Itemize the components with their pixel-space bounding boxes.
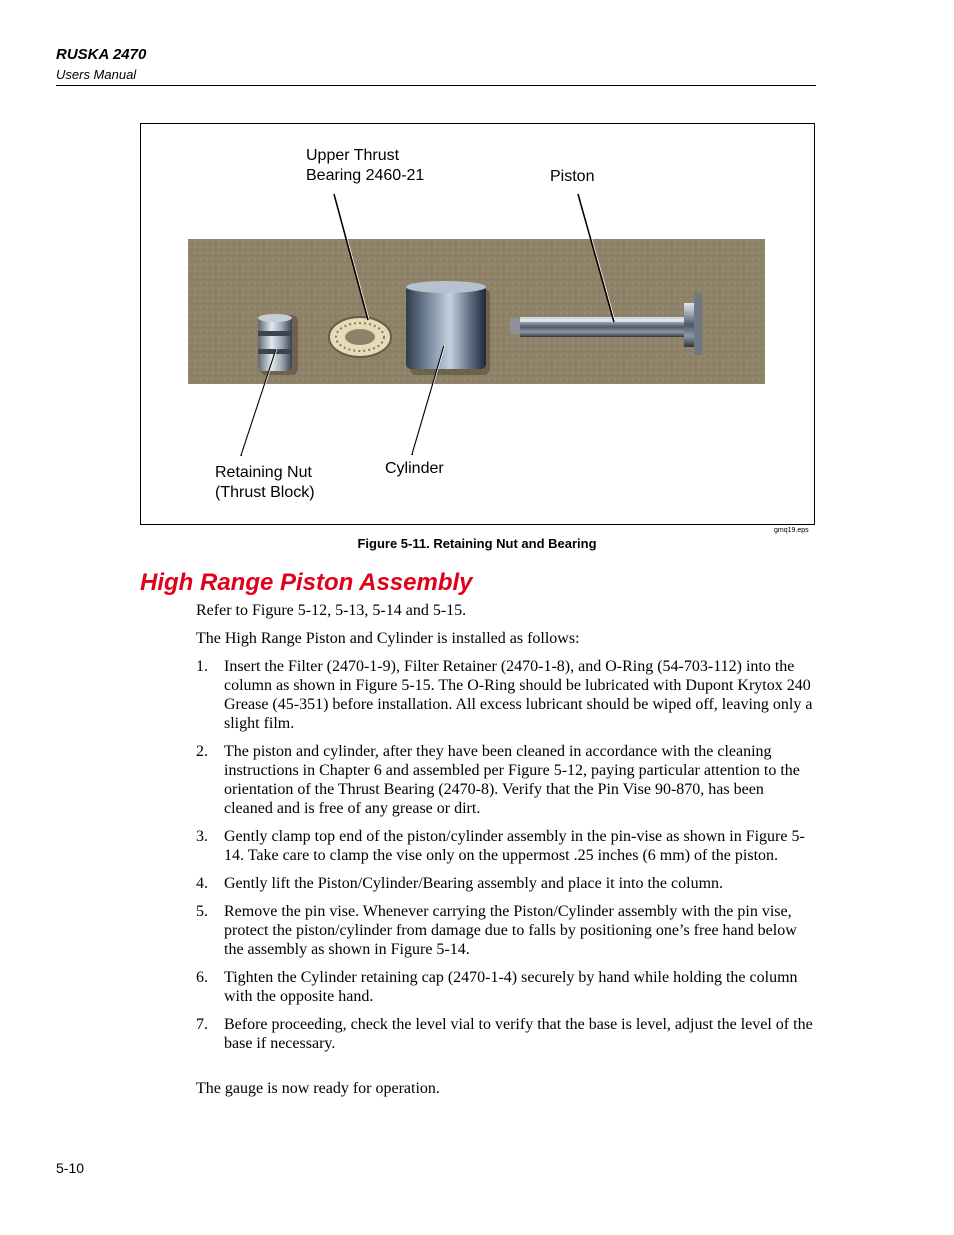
page-number: 5-10 xyxy=(56,1160,85,1176)
step-text: Insert the Filter (2470-1-9), Filter Retainer (2470-1-8), and O-Ring (54-703-112) into the column as shown in Figure 5-15. The O-Ring should be lubricated with Dupont Krytox 240 Grease (45-351) before installation. All excess lubricant should be wiped off, leaving only a slight film. xyxy=(224,658,813,732)
step-number: 2. xyxy=(196,743,208,760)
list-item xyxy=(196,742,816,818)
figure-caption: Figure 5-11. Retaining Nut and Bearing xyxy=(357,536,597,551)
step-number: 1. xyxy=(196,658,208,675)
step-text: Tighten the Cylinder retaining cap (2470-1-4) securely by hand while holding the column with the opposite hand. xyxy=(224,969,798,1005)
manual-subtitle: Users Manual xyxy=(56,67,137,82)
callout-nut-line1: Retaining Nut xyxy=(215,464,312,481)
cylinder-part xyxy=(406,281,490,375)
step-number: 6. xyxy=(196,969,208,986)
parts-photo xyxy=(188,239,765,384)
intro-paragraph-1: Refer to Figure 5-12, 5-13, 5-14 and 5-15. xyxy=(196,602,467,619)
step-text: Gently lift the Piston/Cylinder/Bearing assembly and place it into the column. xyxy=(224,875,724,892)
callout-upper-thrust-bearing xyxy=(306,146,424,186)
list-item xyxy=(196,827,816,865)
callout-piston: Piston xyxy=(550,168,595,185)
thrust-bearing-part xyxy=(329,317,391,357)
list-item xyxy=(196,968,816,1006)
step-text: The piston and cylinder, after they have been cleaned in accordance with the cleaning instructions in Chapter 6 and assembled per Figure 5-12, paying particular attention to the orientation of the Thrust Bearing (2470-8). Verify that the Pin Vise 90-870, has been cleaned and is free of any grease or dirt. xyxy=(224,743,800,817)
header-rule xyxy=(56,85,816,86)
step-text: Gently clamp top end of the piston/cylinder assembly in the pin-vise as shown in Figure 5-14. Take care to clamp the vise only on the uppermost .25 inches (6 mm) of the piston. xyxy=(224,828,805,864)
closing-paragraph: The gauge is now ready for operation. xyxy=(196,1080,440,1097)
step-text: Remove the pin vise. Whenever carrying the Piston/Cylinder assembly with the pin vise, protect the piston/cylinder from damage due to falls by positioning one’s free hand below the assembly as shown in Figure 5-14. xyxy=(224,903,797,958)
callout-bearing-line1: Upper Thrust xyxy=(306,147,400,164)
callout-retaining-nut xyxy=(215,463,315,503)
intro-paragraph-2: The High Range Piston and Cylinder is installed as follows: xyxy=(196,630,580,647)
list-item xyxy=(196,874,816,893)
list-item xyxy=(196,902,816,959)
step-number: 7. xyxy=(196,1016,208,1033)
section-heading: High Range Piston Assembly xyxy=(140,569,473,596)
list-item xyxy=(196,657,816,733)
callout-nut-line2: (Thrust Block) xyxy=(215,484,315,501)
step-number: 4. xyxy=(196,875,208,892)
callout-cylinder: Cylinder xyxy=(385,460,444,477)
list-item xyxy=(196,1015,816,1053)
step-number: 5. xyxy=(196,903,208,920)
callout-bearing-line2: Bearing 2460-21 xyxy=(306,167,425,184)
installation-steps xyxy=(196,657,816,1062)
manual-title: RUSKA 2470 xyxy=(56,46,147,63)
figure-file-id: gmq19.eps xyxy=(774,527,809,534)
step-number: 3. xyxy=(196,828,208,845)
step-text: Before proceeding, check the level vial to verify that the base is level, adjust the level of the base if necessary. xyxy=(224,1016,813,1052)
retaining-nut-part xyxy=(258,314,298,375)
